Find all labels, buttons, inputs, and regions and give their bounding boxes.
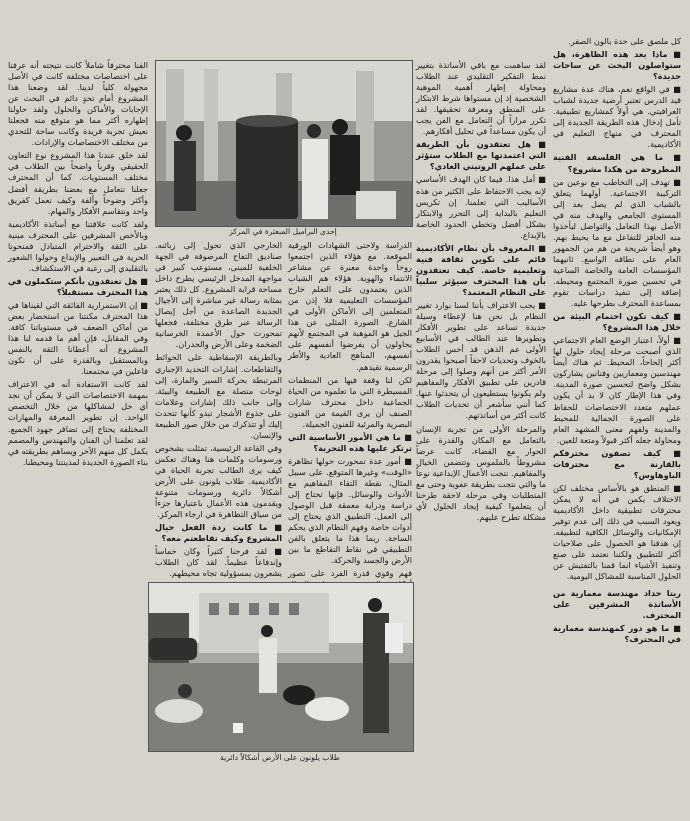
column-4: [155, 240, 282, 579]
top-photo: [155, 60, 413, 227]
col1-answer-3: ■ أولاً، اعتبار الوضع العام الاجتماعي الذي أصبحت مرحلة إيجاد حلول لها أكثر إلحاحاً، المحيط. ثم هناك أيضاً مهندسين ومعماريين وفنانين يشاركون بشكل واضح لتحسين صورة المدينة. وفي هذا الإطار كان لا بد أن يكون عملهم متعدد الاختصاصات للحفاظ على الصورة الجمالية للمحيط والمدينة ولفهم معنى المشهد العام ومحاولة جعله أكثر قبولاً ومتعة للعين.: [553, 335, 681, 445]
bottom-photo: [148, 582, 414, 752]
col2-question-2: ■ المعروف بأن نظام الأكاديمية قائم على تكوين ثقافة فنية وتعليمية خاصة. كيف تعتقدون بأن هذا المحترف سيؤثر سلبياً على النظام المعتمد؟: [416, 242, 546, 297]
col1-signature: ريتا حداد مهندسة معمارية من الأساتذة المشرفين على المحترف.: [553, 588, 681, 621]
column-3: [288, 240, 412, 580]
col5-paragraph-3: ولقد كانت علاقتنا مع أساتذة الأكاديمية وبالأخص المشرفين على المحترف مبنية على الثقة والاحترام المتبادل فمنحونا الحرية في التعبير والإبداع وحولوا الشعور بالتقليدي إلى رغبة في الاستكشاف.: [8, 218, 148, 273]
col2-question-1: ■ هل تعتقدون بأن الطريقة التي اعتمدتها مع الطلاب ستؤثر على عملهم الروتيني العادي؟: [416, 139, 546, 172]
col3-paragraph-1: الدراسة ولاحتى الشهادات الورقية الموقعة. مع هؤلاء الذين اجتمعوا روحاً واحدة معبرة عن مشاعر الانتماء والهوية. هؤلاء هم الشباب الذين يعتمدون على التعلم خارج المؤسسات التعليمية فلا إذن من المتعلمين إلى الأماكن الأولى في الشارع. الصورة المثلى عن هذا الجيل هو الموهبة في المجتمع لأنهم يحاولون أن يفرضوا أنفسهم على أنفسهم، المناهج العادية والأطر الرسمية تقيدهم.: [288, 240, 412, 372]
col1-question-3: ■ كيف تكون احتمام البيئة من خلال هذا المشروع؟: [553, 311, 681, 333]
col3-answer-1: ■ أمور عدة تمحورت حولها تظاهرة «الوقت» وغيرها المتوقع. على سبيل المثال، نقطة التقاء المفاهيم مع الأدوات والوسائل. فإنها تحتاج إلى دراسة ودراية معمقة قبل الوصول إلى العمل. التطبيق الذي يحتاج إلى أدوات خاصة وفهم النظام الذي يحكم الساحة. ربما هذا ما يتعلق بالفن التطبيقي في نقاط التقاطع ما بين الأرض والجسد والحركة.: [288, 455, 412, 566]
col2-answer-1: ■ أمل هذا. فيما كان الهدف الأساسي لإنه يجب الاحتفاظ على الكثير من هذه الأساليب التي تعلمنا. إن تكريس التعليم بالبداية إلى التحرر والابتكار بشكل أفضل وتخطي الحدود الخاصة بالإبداع.: [416, 174, 546, 240]
column-2: [416, 60, 546, 816]
col4-paragraph-1: الخارجي الذي تحول إلى زبائنه. صناديق التفاح المرصوفة في الجهة الخلفية للمبنى، مستوعب كبير في مواجهة المدخل الرئيسي يطرح داخل مساحة قرابة المشروع. كل ذلك يعتبر بمثابة رسالة غير مباشرة إلى الأجيال الجديدة الصاعدة من أجل إيصال الرسالة عبر طرق مختلفة، فجعلها تمحورت حول الأعمدة الخرسانية الضخمة وعلى الأرض والجدران.: [155, 240, 282, 350]
column-5: [8, 60, 148, 816]
barrel-scene-image: [156, 61, 412, 226]
col3-question-1: ■ ما هي الأمور الأساسية التي ترتكز عليها هذه التجربة؟: [288, 431, 412, 453]
col1-answer-1: ■ في الواقع نعم، هناك عدة مشاريع قيد الدرس تعتبر أرضية جديدة لشباب الغرافيتي. هي أولاً كمشاريع تطبيقية. تأمل إدخال هذه الطريقة الجديدة إلى المحترف في منهاج التعليم في الأكاديمية.: [553, 84, 681, 150]
col4-question-1: ■ ما كانت ردة الفعل حيال المشروع وكيف تقاطعتم معه؟: [155, 522, 282, 544]
col5-answer-1: ■ إن الاستمرارية الفائقة التي لقيناها في هذا المحترف مكنتنا من استحضار بعض من أماكن الضعف في مستوياتنا كافة. وفي المقابل، فإن أهم ما قدمه لنا هذا المشروع أنه أعطانا الثقة بالنفس وبالمستقبل وبالقدرة على أن نكون فاعلين في مجتمعنا.: [8, 299, 148, 377]
col5-paragraph-4: لقد كانت الاستفادة أنه في الاعتراف بمهمة الاختصاصات التي لا يمكن أن نجد أي حل لمشاكلها من خلال التخصص الواحد. إن تطوير المعرفة والمهارات المختلفة يحتاج إلى تضافر جهود الجميع. لقد تعلمنا أن الفنان والمهندس والمصمم يكمل كل منهم الآخر ويساهم بطريقته في بناء الصورة الجديدة لمدينتنا ومحيطنا.: [8, 379, 148, 467]
col1-question-1: ■ ماذا بعد هذه الظاهرة، هل ستواصلون البحث عن ساحات جديدة؟: [553, 49, 681, 82]
students-painting-image: [149, 583, 413, 751]
col2-paragraph-1: لقد ساهمت مع باقي الأساتذة بتغيير نمط التفكير التقليدي عند الطلاب ومحاولة إظهار أهمية الموهبة الشخصية إذ إن مستواها شرط الابتكار على المنطق ومعرفة تحقيقها. لقد تكرر مراراً أن التعامل مع الفن يجب أن يكون مساعداً في تحليل أفكارهم.: [416, 60, 546, 137]
col1-question-2: ■ ما هي الفلسفة الفنية المطروحة من هكذا مشروع؟: [553, 152, 681, 174]
col1-intro: كل ملصق على حدة بالون الصفر.: [568, 36, 681, 46]
col3-paragraph-2: لكن لنا وقفة فيها من المنظمات المسيطرة التي ما تعلموه من الحياة الجماعية داخل محترف شارات الصنف أن يرى القيمة من الفنون البصرية والمرئية للفنون الجميلة.: [288, 374, 412, 429]
col1-answer-4: ■ المنطق هو بالأساس مختلف لكن الاختلاف يكمن في أنه لا يمكن محترفات تطبيقية داخل الأكاديمية ويعود السبب في ذلك إلى عدم توفير الإمكانيات والوسائل الكافية لتطبيقه. إن هدفنا هو الحصول على صلاحيات أكثر للتطبيق ولكننا نعتمد على صنع وتنفيذ الأشياء انما قمنا بالتفتيش عن الحلول المناسبة للمشاكل اليومية.: [553, 482, 681, 582]
bottom-photo-caption: طلاب يلونون على الأرض أشكالاً دائرية: [220, 753, 340, 762]
col2-paragraph-3: والمرحلة الأولى من تجربة الإنسان بالتعامل مع المكان والقدرة على الحوار مع الفضاء، كانت عرضاً مشروطاً بالملموس وتتضمن الخيال والمفاهيم. نتجت الأعمال الإبداعية نوعاً ما والتي نتجت بطريقة عفوية وحتى مع المتطلبات وفي مرحلة لاحقة طرحنا أن يتعلموا كيفية إيجاد الحلول لأي مشكلة تطرح عليهم.: [416, 423, 546, 522]
col4-answer-1: ■ لقد فرحنا كثيراً وكان حماساً وإندفاعاً عظيماً. لقد كان الطلاب يشعرون بمسؤولية تجاه محيطهم.: [155, 546, 282, 579]
col5-question-1: ■ هل تعتقدون بأنكم ستكملون في هذا المحترف مستقبلاً؟: [8, 275, 148, 297]
col4-paragraph-3: وفي القاعة الرئيسية، تمثلت بشخوص ورسومات وكلمات هنا وهناك تعكس كيف يرى الطالب تجربة الحياة في الأكاديمية. طلاب يلونون على الأرض أشكالاً دائرية ورسومات متنوعة ويقدمون هذه الأعمال باعتبارها جزءاً من سياق التظاهرة في ارجاء المركز.: [155, 442, 282, 520]
col1-question-4: ■ كيف تصفون محترفكم بالقارنة مع محترفات الباوهاوس؟: [553, 447, 681, 480]
col3-paragraph-3: فهم وقوي قدرة الفرد على تصور: [288, 568, 412, 579]
col1-answer-2: ■ تهدف إلى التخاطب مع نوعين من التركيبة الاجتماعية. أولهما يتعلق بالشباب الذي لم يصل بعد إلى المستوى الجامعي والهدف منه في الأصل بهذا التعامل والتواصل ليأخذوا منه الحافز للتفاعل مع ما يحيط بهم. وهو أيضاً شريحة من هم من الجمهور العام على نطاقه الواسع. ثانيهما المؤسسات العامة والخاصة الساعية في تحسين صورة المجتمع ومحيطه. إضافة إلى تنفيذ دراسات تقوم بمساعدة المحترف بطرحها عليه.: [553, 176, 681, 309]
top-photo-caption: إحدى البراميل المبعثرة في المركز: [229, 227, 337, 236]
col5-paragraph-2: لقد خلق عندنا هذا المشروع نوع التعاون الحقيقي وقرباً واضحاً بين الطلاب في مختلف المستويات. كما أن المحترف جعلنا نتعامل مع بعضنا بطريقة أفضل وأكثر وضوحاً وألفة وكيف نعمل كفريق واحد ونتقاسم الأفكار والمهام.: [8, 150, 148, 216]
col1-question-5: ■ ما هو دور كمهندسة معمارية في المحترف؟: [553, 623, 681, 645]
col4-paragraph-2: وبالطريقة الإسقاطية على الحوائط والتقاطعات. إشارات التحديد الإجباري المرتبطة بحركة السير والمارة، إلى لوحات متصلة مع الطبيعة والبيئة. وإلى جانب ذلك إشارات وعلامات على جذوع الأشجار تبدو كأنها تتحدث إليك أو تتذكرك من خلال صور الطبيعة والإنسان.: [155, 352, 282, 440]
col2-answer-2: ■ يجب الاعتراف بأننا لسنا بوارد تغيير النظام بل نحن هنا لإعطاء وسيلة جديدة تساعد على تطوير الأفكار وتطويرها عند الطالب في الأسابيع الأولى عم الذهن قد أحس الطلاب بالخوف وتحديات لاحقاً أصبحوا يقدرون الأمر أكثر من أنهم وصلوا إلى مرحلة قادرين على تطبيق الأفكار والمفاهيم ولم يكونوا يستطيعون أن يتحدثوا عنها. كما أنني سأشعر أن تحديات الطلاب كانت أكثر من أساتذتهم.: [416, 299, 546, 421]
col5-paragraph-1: الفنا محترفاً شاملاً كانت نتيجته أنه عرفنا على اختصاصات مختلفة كانت في الأصل مجهولة كلياً لدينا. لقد وضعنا هذا المشروع أمام تحدٍ دائم في البحث عن الإجابات والأماكن والحلول ولقد حاولنا إظهاره أكثر مما هو متوقع منه فجعلنا نعيش تجربة فريدة وكانت ساحة للتحدي من مختلف الاختصاصات والإرادات.: [8, 60, 148, 148]
column-1: [553, 36, 681, 816]
